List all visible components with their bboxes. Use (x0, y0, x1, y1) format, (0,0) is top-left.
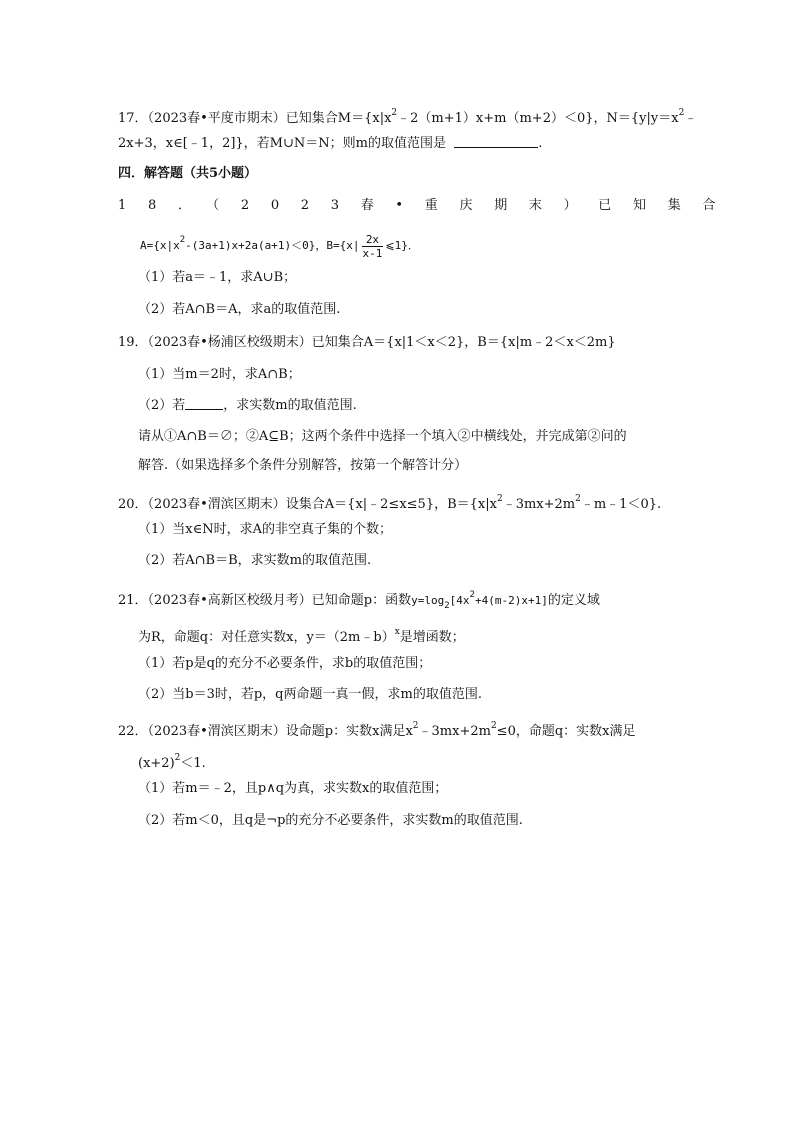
q20-header-c: ﹣3mx+2m (502, 497, 576, 512)
q19-part-2-a: （2）若 (138, 398, 186, 413)
q22-header-c: ﹣3mx+2m (418, 724, 491, 739)
q17-text-c: ﹣ (684, 111, 698, 126)
q19-part-2-b: ，求实数m的取值范围. (223, 398, 357, 413)
q22-exponent-1: 2 (412, 721, 419, 731)
q19-answer-blank (185, 397, 223, 410)
q21-part-2: （2）当b＝3时，若p，q两命题一真一假，求m的取值范围. (138, 687, 482, 702)
q18-part-1: （1）若a＝﹣1，求A∪B； (138, 270, 297, 285)
section-4-heading: 四．解答题（共5小题） (118, 166, 258, 181)
q21-log-base: 2 (444, 601, 450, 611)
q17-text-d: 2x+3，x∈[﹣1，2]}，若M∪N＝N；则m的取值范围是 (118, 136, 446, 151)
question-20-header (118, 489, 661, 515)
question-17-line-2 (118, 134, 542, 154)
q17-exponent-2: 2 (678, 108, 685, 118)
q22-line-2 (138, 748, 206, 774)
q20-header-e: ﹣m﹣1＜0}. (580, 497, 662, 512)
q18-fraction-denominator: x-1 (362, 246, 383, 260)
q17-answer-blank (454, 135, 538, 148)
question-19-header: 19．（2023春•杨浦区校级期末）已知集合A＝{x|1＜x＜2}，B＝{x|m﹣2＜x＜2m} (118, 335, 616, 350)
q19-instruction-1: 请从①A∩B＝∅；②A⊆B；这两个条件中选择一个填入②中横线处，并完成第②问的 (138, 429, 627, 444)
q17-text-b: ﹣2（m+1）x+m（m+2）＜0}，N＝{y|y＝x (397, 111, 679, 126)
q21-l2-end: 是增函数； (399, 630, 465, 645)
q18-fraction (362, 233, 384, 260)
q21-line-2 (138, 622, 465, 648)
question-21-header (118, 585, 600, 616)
q18-fraction-numerator: 2x (362, 233, 384, 247)
q22-header-e: ≤0，命题q：实数x满足 (496, 724, 636, 739)
question-22-header (118, 716, 636, 742)
q21-part-1: （1）若p是q的充分不必要条件，求b的取值范围； (138, 656, 432, 671)
q19-part-2 (138, 396, 357, 416)
q21-l2: 为R，命题q：对任意实数x，y＝（2m﹣b） (138, 630, 395, 645)
question-18-sets (140, 230, 419, 260)
q22-l2a: (x+2) (138, 756, 175, 771)
q18-setA-a: A={x|x (140, 239, 180, 252)
q22-l2-sup: 2 (174, 753, 181, 763)
q18-exponent: 2 (179, 235, 186, 245)
q21-exponent: 2 (469, 590, 475, 600)
q20-part-2: （2）若A∩B＝B，求实数m的取值范围. (138, 553, 372, 568)
q20-header-a: 20．（2023春•渭滨区期末）设集合A＝{x|﹣2≤x≤5}，B＝{x|x (118, 497, 497, 512)
q21-fn-e: +4(m-2)x+1] (474, 594, 548, 607)
q20-exponent-1: 2 (496, 494, 503, 504)
q22-exponent-2: 2 (490, 721, 497, 731)
q19-part-1: （1）当m＝2时，求A∩B； (138, 367, 301, 382)
q21-fn-c: [4x (449, 594, 470, 607)
q21-function (411, 590, 548, 611)
q17-exponent-1: 2 (391, 108, 398, 118)
q21-header-f: 的定义域 (547, 593, 600, 608)
q22-part-2: （2）若m＜0，且q是¬p的充分不必要条件，求实数m的取值范围. (138, 813, 523, 828)
question-18-header: 18．（2023春•重庆期末）已知集合 (118, 198, 738, 213)
q17-text-a: 17．（2023春•平度市期末）已知集合M＝{x|x (118, 111, 392, 126)
q20-part-1: （1）当x∈N时，求A的非空真子集的个数； (138, 522, 392, 537)
q21-l2-sup: x (394, 627, 400, 637)
q22-l2c: ＜1. (180, 756, 206, 771)
q22-header-a: 22．（2023春•渭滨区期末）设命题p：实数x满足x (118, 724, 413, 739)
q22-part-1: （1）若m＝﹣2，且p∧q为真，求实数x的取值范围； (138, 781, 448, 796)
q18-part-2: （2）若A∩B＝A，求a的取值范围. (138, 302, 341, 317)
q21-header-a: 21．（2023春•高新区校级月考）已知命题p：函数 (118, 593, 412, 608)
q17-text-e: . (538, 136, 543, 151)
q21-fn-a: y=log (411, 594, 445, 607)
q20-exponent-2: 2 (575, 494, 581, 504)
q18-setB-end: ⩽1}． (385, 239, 419, 252)
q19-instruction-2: 解答.（如果选择多个条件分别解答，按第一个解答计分） (138, 458, 468, 473)
question-17-line-1 (118, 103, 697, 129)
q18-setA-c: -(3a+1)x+2a(a+1)＜0}，B={x| (185, 239, 360, 252)
